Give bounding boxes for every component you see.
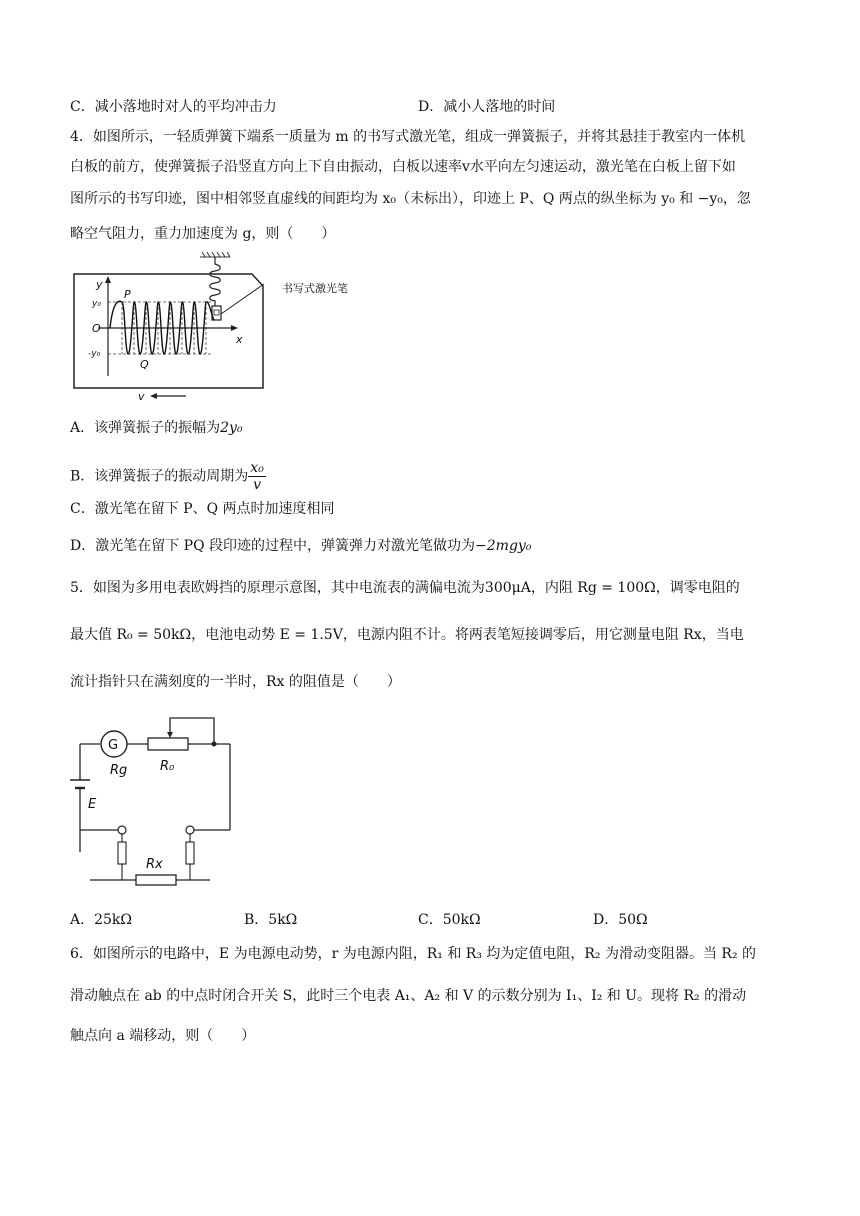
- q4-option-c: C．激光笔在留下 P、Q 两点时加速度相同: [70, 501, 335, 517]
- x-axis-label: x: [236, 333, 243, 346]
- rx-resistor: [136, 875, 176, 885]
- probe-left: [118, 842, 126, 864]
- velocity-label: v: [138, 390, 145, 403]
- q4-stem-line1: 4．如图所示，一轻质弹簧下端系一质量为 m 的书写式激光笔，组成一弹簧振子，并将其悬挂于教室内一体机: [70, 129, 746, 145]
- q5-stem-line2: 最大值 R₀ = 50kΩ，电池电动势 E = 1.5V，电源内阻不计。将两表笔短接调零后，用它测量电阻 Rx，当电: [70, 627, 744, 643]
- spring: [210, 257, 221, 306]
- ceiling-hatch: [200, 252, 230, 257]
- q6-stem-line3: 触点向 a 端移动，则（ ）: [70, 1028, 256, 1044]
- q4-option-a: A．该弹簧振子的振幅为2y₀: [70, 420, 243, 436]
- q4-stem-line2: 白板的前方，使弹簧振子沿竖直方向上下自由振动，白板以速率v水平向左匀速运动，激光笔在白板上留下如: [70, 159, 736, 175]
- q4-option-d: D．激光笔在留下 PQ 段印迹的过程中，弹簧弹力对激光笔做功为−2mgy₀: [70, 538, 532, 554]
- rg-label: Rg: [110, 763, 128, 778]
- emf-label: E: [88, 797, 97, 812]
- y-axis-label: y: [96, 278, 103, 291]
- q5-option-c: C．50kΩ: [418, 912, 481, 928]
- q3-option-d: D．减小人落地的时间: [418, 99, 556, 115]
- q6-stem-line1: 6．如图所示的电路中，E 为电源电动势，r 为电源内阻，R₁ 和 R₃ 均为定值电阻，R₂ 为滑动变阻器。当 R₂ 的: [70, 946, 757, 962]
- q4-stem-line3: 图所示的书写印迹，图中相邻竖直虚线的间距均为 x₀（未标出），印迹上 P、Q 两点的纵坐标为 y₀ 和 −y₀，忽: [70, 191, 751, 207]
- y0-label: y₀: [92, 299, 101, 309]
- q4-option-b: B．该弹簧振子的振动周期为 $\frac{\text{x₀}}{v}$: [70, 460, 264, 493]
- q4-stem-line4: 略空气阻力，重力加速度为 g，则（ ）: [70, 226, 336, 242]
- neg-y0-label: -y₀: [88, 349, 101, 359]
- q5-option-a: A．25kΩ: [70, 912, 133, 928]
- q3-option-c: C．减小落地时对人的平均冲击力: [70, 99, 277, 115]
- q6-stem-line2: 滑动触点在 ab 的中点时闭合开关 S，此时三个电表 A₁、A₂ 和 V 的示数分别为 I₁、I₂ 和 U。现将 R₂ 的滑动: [70, 988, 747, 1004]
- pen-label: 书写式激光笔: [282, 282, 348, 295]
- r0-label: R₀: [160, 759, 175, 774]
- q5-stem-line3: 流计指针只在满刻度的一半时，Rx 的阻值是（ ）: [70, 674, 401, 690]
- point-p-label: P: [124, 288, 131, 301]
- point-q-label: Q: [140, 358, 149, 371]
- r0-resistor: [148, 738, 188, 750]
- probe-right: [186, 842, 194, 864]
- q5-ohmmeter-circuit: [70, 712, 240, 894]
- q5-stem-line1: 5．如图为多用电表欧姆挡的原理示意图，其中电流表的满偏电流为300μA，内阻 Rg = 100Ω，调零电阻的: [70, 580, 740, 596]
- origin-label: O: [92, 322, 101, 335]
- q4-oscillation-figure: [68, 248, 368, 408]
- q5-option-b: B．5kΩ: [244, 912, 298, 928]
- q5-option-d: D．50Ω: [593, 912, 648, 928]
- rx-label: Rx: [146, 857, 163, 872]
- galvanometer-label: G: [108, 738, 119, 753]
